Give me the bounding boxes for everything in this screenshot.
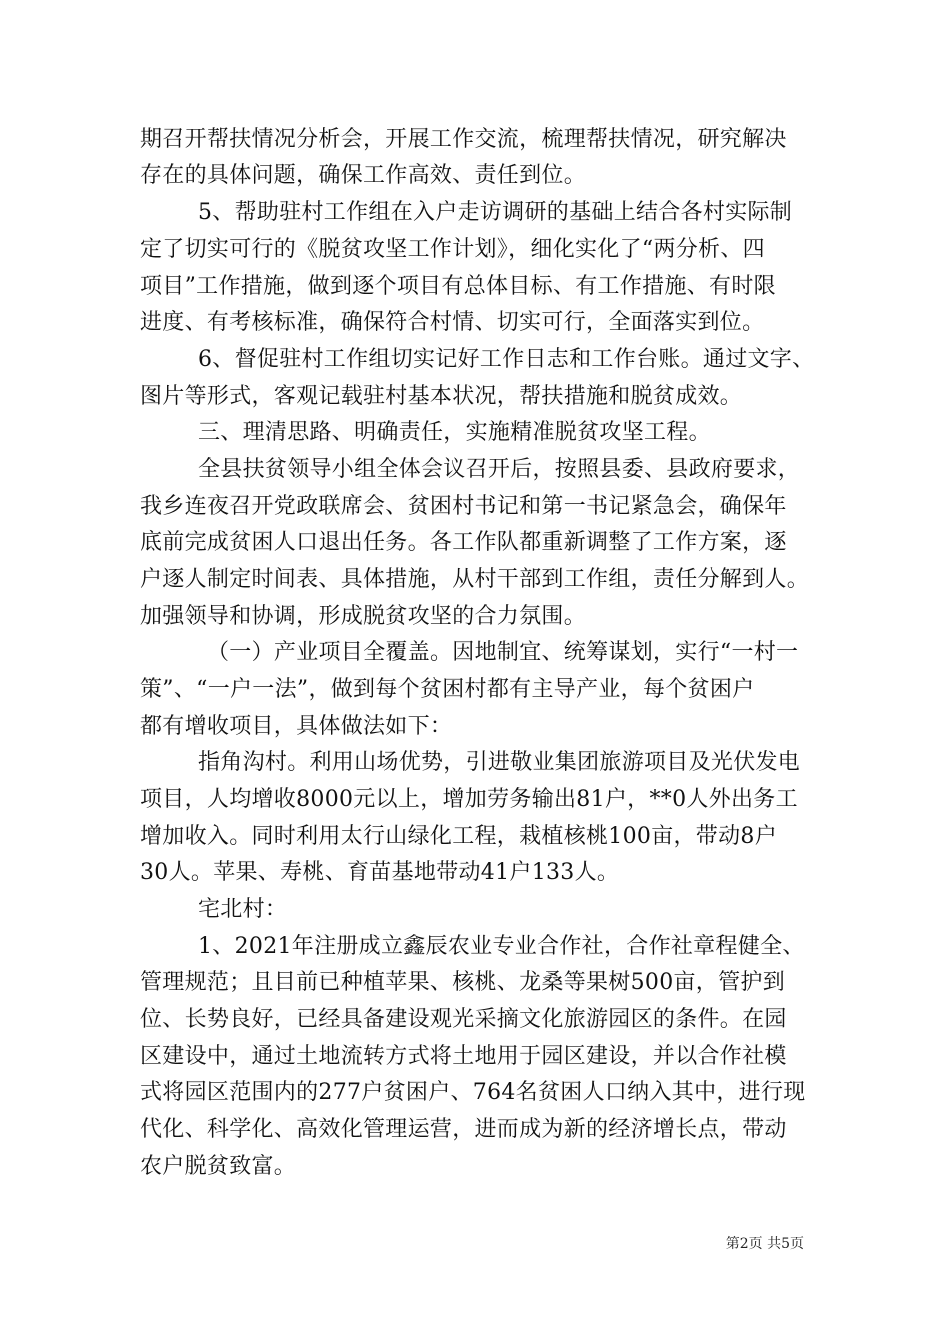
paragraph-line: 我乡连夜召开党政联席会、贫困村书记和第一书记紧急会，确保年: [140, 494, 787, 519]
paragraph-line: 区建设中，通过土地流转方式将土地用于园区建设，并以合作社模: [140, 1044, 787, 1069]
paragraph-line: 项目，人均增收8000元以上，增加劳务输出81户，**0人外出务工: [140, 787, 798, 812]
paragraph-line: 存在的具体问题，确保工作高效、责任到位。: [140, 163, 587, 188]
paragraph-line: 策”、“一户一法”，做到每个贫困村都有主导产业，每个贫困户: [140, 677, 755, 702]
paragraph-line: 农户脱贫致富。: [140, 1154, 297, 1179]
paragraph-line: 加强领导和协调，形成脱贫攻坚的合力氛围。: [140, 604, 587, 629]
paragraph-line: 位、长势良好，已经具备建设观光采摘文化旅游园区的条件。在园: [140, 1007, 787, 1032]
paragraph-line: 全县扶贫领导小组全体会议召开后，按照县委、县政府要求，: [198, 457, 801, 482]
paragraph-line: 代化、科学化、高效化管理运营，进而成为新的经济增长点，带动: [140, 1117, 787, 1142]
paragraph-line: 30人。苹果、寿桃、育苗基地带动41户133人。: [140, 860, 620, 885]
paragraph-line: 图片等形式，客观记载驻村基本状况，帮扶措施和脱贫成效。: [140, 384, 743, 409]
paragraph-line: 增加收入。同时利用太行山绿化工程，栽植核桃100亩，带动8户: [140, 824, 777, 849]
paragraph-line: 5、帮助驻村工作组在入户走访调研的基础上结合各村实际制: [198, 200, 793, 225]
paragraph-line: 都有增收项目，具体做法如下：: [140, 714, 453, 739]
page-number: 第2页 共5页: [725, 1236, 804, 1252]
paragraph-line: 定了切实可行的《脱贫攻坚工作计划》，细化实化了“两分析、四: [140, 237, 765, 262]
paragraph-line: （一）产业项目全覆盖。因地制宜、统筹谋划，实行“一村一: [207, 640, 799, 665]
paragraph-line: 宅北村：: [198, 897, 288, 922]
paragraph-line: 式将园区范围内的277户贫困户、764名贫困人口纳入其中，进行现: [140, 1080, 806, 1105]
paragraph-line: 指角沟村。利用山场优势，引进敬业集团旅游项目及光伏发电: [198, 750, 801, 775]
paragraph-line: 1、2021年注册成立鑫辰农业专业合作社，合作社章程健全、: [198, 934, 805, 959]
paragraph-line: 户逐人制定时间表、具体措施，从村干部到工作组，责任分解到人。: [140, 567, 810, 592]
paragraph-line: 进度、有考核标准，确保符合村情、切实可行，全面落实到位。: [140, 310, 765, 335]
paragraph-line: 管理规范；且目前已种植苹果、核桃、龙桑等果树500亩，管护到: [140, 970, 785, 995]
paragraph-line: 项目”工作措施，做到逐个项目有总体目标、有工作措施、有时限: [140, 274, 776, 299]
section-heading: 三、理清思路、明确责任，实施精准脱贫攻坚工程。: [198, 420, 711, 445]
paragraph-line: 底前完成贫困人口退出任务。各工作队都重新调整了工作方案，逐: [140, 530, 787, 555]
paragraph-line: 6、督促驻村工作组切实记好工作日志和工作台账。通过文字、: [198, 347, 815, 372]
paragraph-line: 期召开帮扶情况分析会，开展工作交流，梳理帮扶情况，研究解决: [140, 127, 787, 152]
